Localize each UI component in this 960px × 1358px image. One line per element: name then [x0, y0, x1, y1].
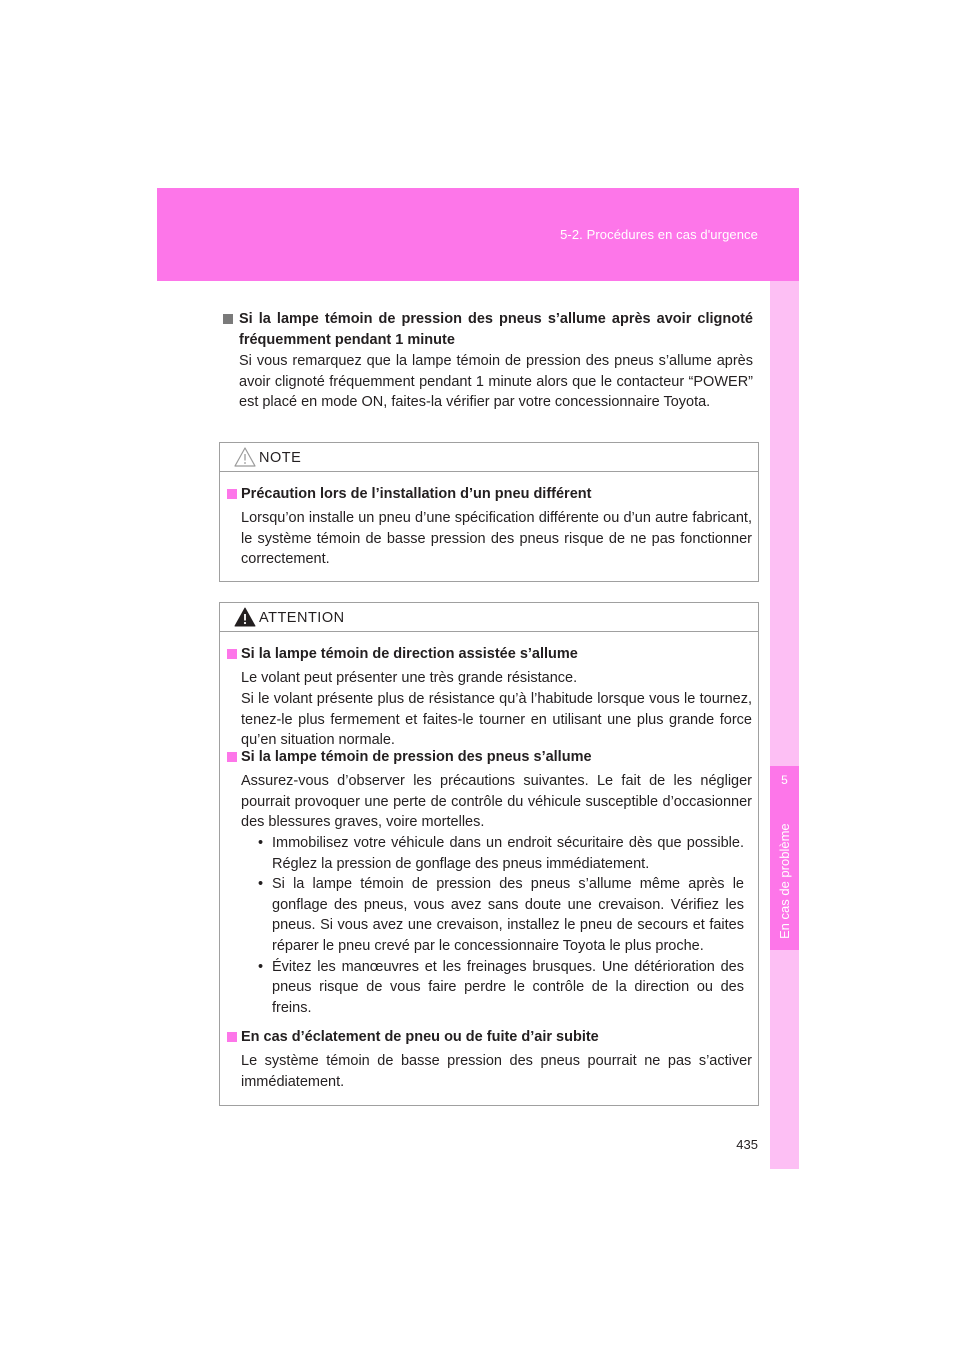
attention-box	[219, 602, 759, 1106]
intro-heading	[239, 309, 753, 351]
note-box	[219, 442, 759, 582]
attention-heading-2	[241, 747, 753, 768]
attention-heading-3-text: En cas d’éclatement de pneu ou de fuite d’air subite	[241, 1029, 599, 1045]
list-item-text: Évitez les manœuvres et les freinages brusques. Une détérioration des pneus risque de vous faire perdre le contrôle de la direction ou des freins.	[272, 958, 744, 1016]
attention-box-header	[220, 603, 758, 632]
warning-outline-icon	[234, 447, 256, 472]
attention-text-1b: Si le volant présente plus de résistance qu’à l’habitude lorsque vous le tournez, tenez-le plus fermement et faites-le tourner en utilisant une plus grande force qu’en situation normale.	[241, 691, 752, 749]
attention-text-3: Le système témoin de basse pression des pneus pourrait ne pas s’activer immédiatement.	[241, 1053, 752, 1090]
note-title: NOTE	[259, 450, 302, 466]
heading-square-icon	[227, 1032, 237, 1042]
attention-heading-3	[241, 1027, 753, 1048]
note-text: Lorsqu’on installe un pneu d’une spécification différente ou d’un autre fabricant, le système témoin de basse pression des pneus risque de ne pas fonctionner correctement.	[241, 510, 752, 568]
bullet-icon: •	[258, 876, 264, 893]
heading-square-icon	[227, 649, 237, 659]
side-strip	[770, 281, 799, 1169]
list-item	[258, 833, 744, 874]
heading-square-icon	[223, 314, 233, 324]
chapter-tab[interactable]	[770, 766, 799, 950]
attention-heading-1-text: Si la lampe témoin de direction assistée s’allume	[241, 646, 578, 662]
header-band	[157, 188, 799, 281]
page-number: 435	[736, 1137, 758, 1152]
chapter-number: 5	[781, 773, 788, 787]
list-item-text: Si la lampe témoin de pression des pneus s’allume même après le gonflage des pneus, vous avez sans doute une crevaison. Vérifiez les pneus. Si vous avez une crevaison, installez le pneu de secours et faites réparer le pneu crevé par le concessionnaire Toyota le plus proche.	[272, 876, 744, 954]
chapter-label: En cas de problème	[777, 823, 792, 939]
bullet-icon: •	[258, 958, 264, 975]
intro-text: Si vous remarquez que la lampe témoin de pression des pneus s’allume après avoir clignoté fréquemment pendant 1 minute alors que le contacteur “POWER” est placé en mode ON, faites-la vérifier par votre concessionnaire Toyota.	[239, 353, 753, 411]
note-heading	[241, 484, 753, 505]
heading-square-icon	[227, 489, 237, 499]
list-item	[258, 957, 744, 1019]
warning-filled-icon	[234, 607, 256, 632]
section-title: 5-2. Procédures en cas d'urgence	[560, 227, 758, 242]
list-item	[258, 874, 744, 956]
bullet-icon: •	[258, 835, 264, 851]
note-heading-text: Précaution lors de l’installation d’un pneu différent	[241, 486, 592, 502]
attention-heading-1	[241, 644, 753, 665]
attention-bullet-list	[258, 833, 744, 1018]
heading-square-icon	[227, 752, 237, 762]
note-box-header	[220, 443, 758, 472]
attention-title: ATTENTION	[259, 610, 345, 626]
list-item-text: Immobilisez votre véhicule dans un endroit sécuritaire dès que possible. Réglez la pression de gonflage des pneus immédiatement.	[272, 835, 744, 872]
attention-heading-2-text: Si la lampe témoin de pression des pneus s’allume	[241, 749, 592, 765]
attention-text-1a: Le volant peut présenter une très grande résistance.	[241, 670, 578, 686]
intro-heading-text: Si la lampe témoin de pression des pneus s’allume après avoir clignoté fréquemment pendant 1 minute	[239, 311, 753, 348]
attention-text-2: Assurez-vous d’observer les précautions suivantes. Le fait de les négliger pourrait provoquer une perte de contrôle du véhicule susceptible d’occasionner des blessures graves, voire mortelles.	[241, 773, 752, 831]
